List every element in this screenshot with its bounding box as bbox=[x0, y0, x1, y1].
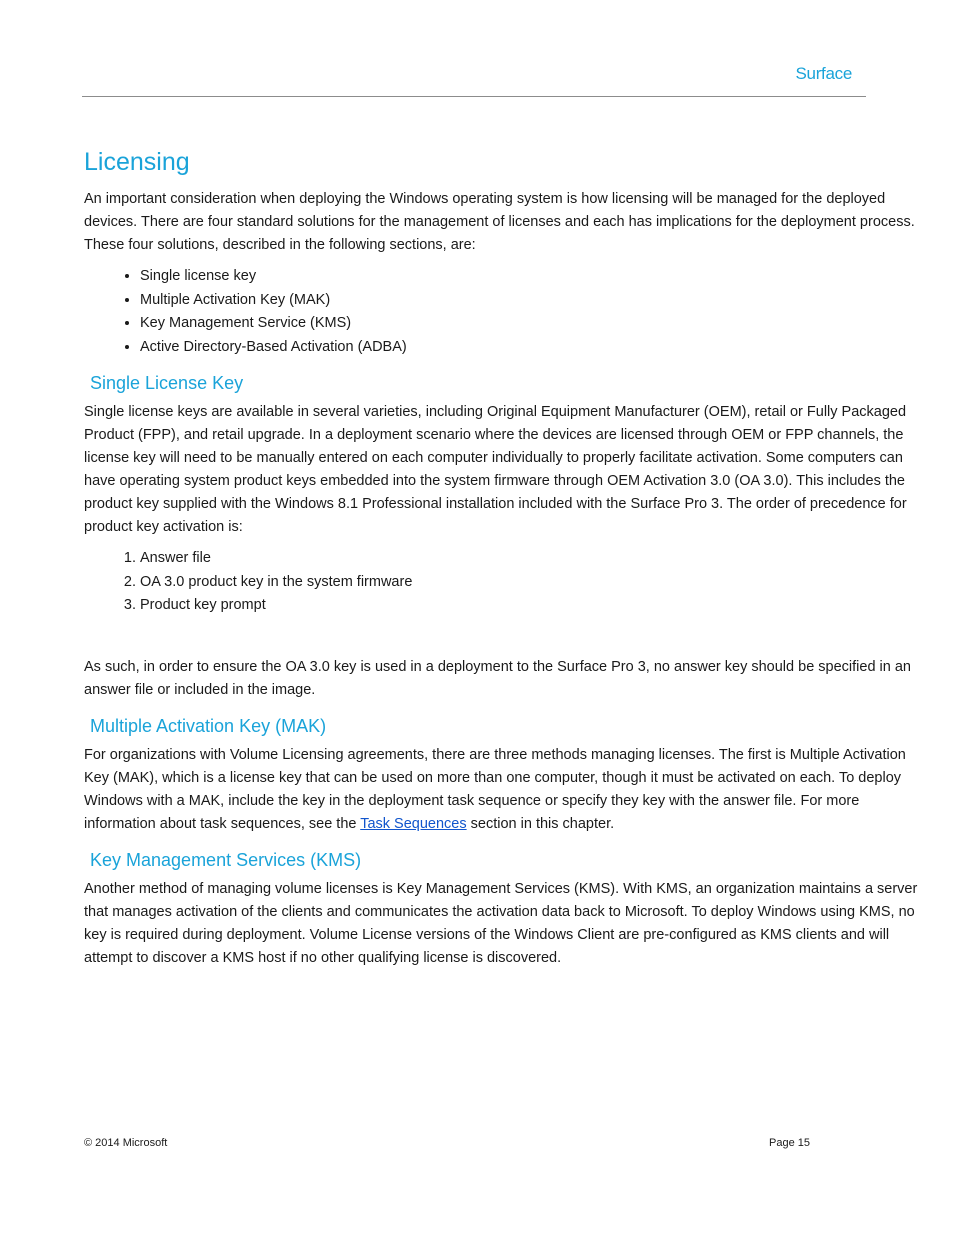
page-title: Licensing bbox=[84, 148, 190, 176]
list-item: • Key Management Service (KMS) bbox=[140, 312, 929, 336]
solutions-list bbox=[84, 265, 929, 359]
mak-paragraph bbox=[84, 744, 929, 836]
section-heading-mak: Multiple Activation Key (MAK) bbox=[90, 715, 327, 736]
list-item: • Multiple Activation Key (MAK) bbox=[140, 289, 929, 313]
activation-order-list bbox=[84, 547, 929, 618]
list-item: 3. Product key prompt bbox=[140, 594, 929, 618]
document-body bbox=[84, 144, 929, 970]
footer-page-number: Page 15 bbox=[769, 1137, 810, 1149]
section-heading-single-license-key: Single License Key bbox=[90, 373, 244, 393]
single-license-paragraph: Single license keys are available in several varieties, including Original Equipment Manufacturer (OEM), retail or Fully Packaged Product (FPP), and retail upgrade. In a deployment scenario where the devices are licensed through OEM or FPP channels, the license key will need to be manually entered on each computer individually to properly facilitate activation. Some computers can have operating system product keys embedded into the system firmware through OEM Activation 3.0 (OA 3.0). This includes the product key supplied with the Windows 8.1 Professional installation included with the Surface Pro 3. The order of precedence for product key activation is: bbox=[84, 404, 907, 535]
mak-text-end: section in this chapter. bbox=[466, 815, 615, 832]
section-heading-kms: Key Management Services (KMS) bbox=[90, 849, 362, 870]
oa3-note-paragraph: As such, in order to ensure the OA 3.0 key is used in a deployment to the Surface Pro 3, no answer key should be specified in an answer file or included in the image. bbox=[84, 658, 911, 698]
spacer bbox=[84, 626, 929, 656]
list-item: • Single license key bbox=[140, 265, 929, 289]
intro-paragraph: An important consideration when deploying the Windows operating system is how licensing will be managed for the deployed devices. There are four standard solutions for the management of licenses and each has implications for the deployment process. These four solutions, described in the following sections, are: bbox=[84, 191, 915, 253]
task-sequences-link[interactable]: Task Sequences bbox=[360, 815, 467, 832]
kms-paragraph: Another method of managing volume licenses is Key Management Services (KMS). With KMS, an organization maintains a server that manages activation of the clients and communicates the activation data back to Microsoft. To deploy Windows using KMS, no key is required during deployment. Volume License versions of the Windows Client are pre-configured as KMS clients and will attempt to discover a KMS host if no other qualifying license is discovered. bbox=[84, 880, 918, 966]
list-item: 1. Answer file bbox=[140, 547, 929, 571]
header-brand: Surface bbox=[795, 64, 852, 83]
mak-text: For organizations with Volume Licensing agreements, there are three methods managing licenses. The first is Multiple Activation Key (MAK), which is a license key that can be used on more than one computer, though it must be activated on each. To deploy Windows with a MAK, include the key in the deployment task sequence or specify they key with the answer file. For more information about task sequences, see the bbox=[84, 746, 906, 832]
header-divider bbox=[82, 96, 866, 97]
list-item: 2. OA 3.0 product key in the system firmware bbox=[140, 571, 929, 595]
footer-copyright: © 2014 Microsoft bbox=[84, 1137, 168, 1149]
list-item: • Active Directory-Based Activation (ADBA) bbox=[140, 336, 929, 360]
